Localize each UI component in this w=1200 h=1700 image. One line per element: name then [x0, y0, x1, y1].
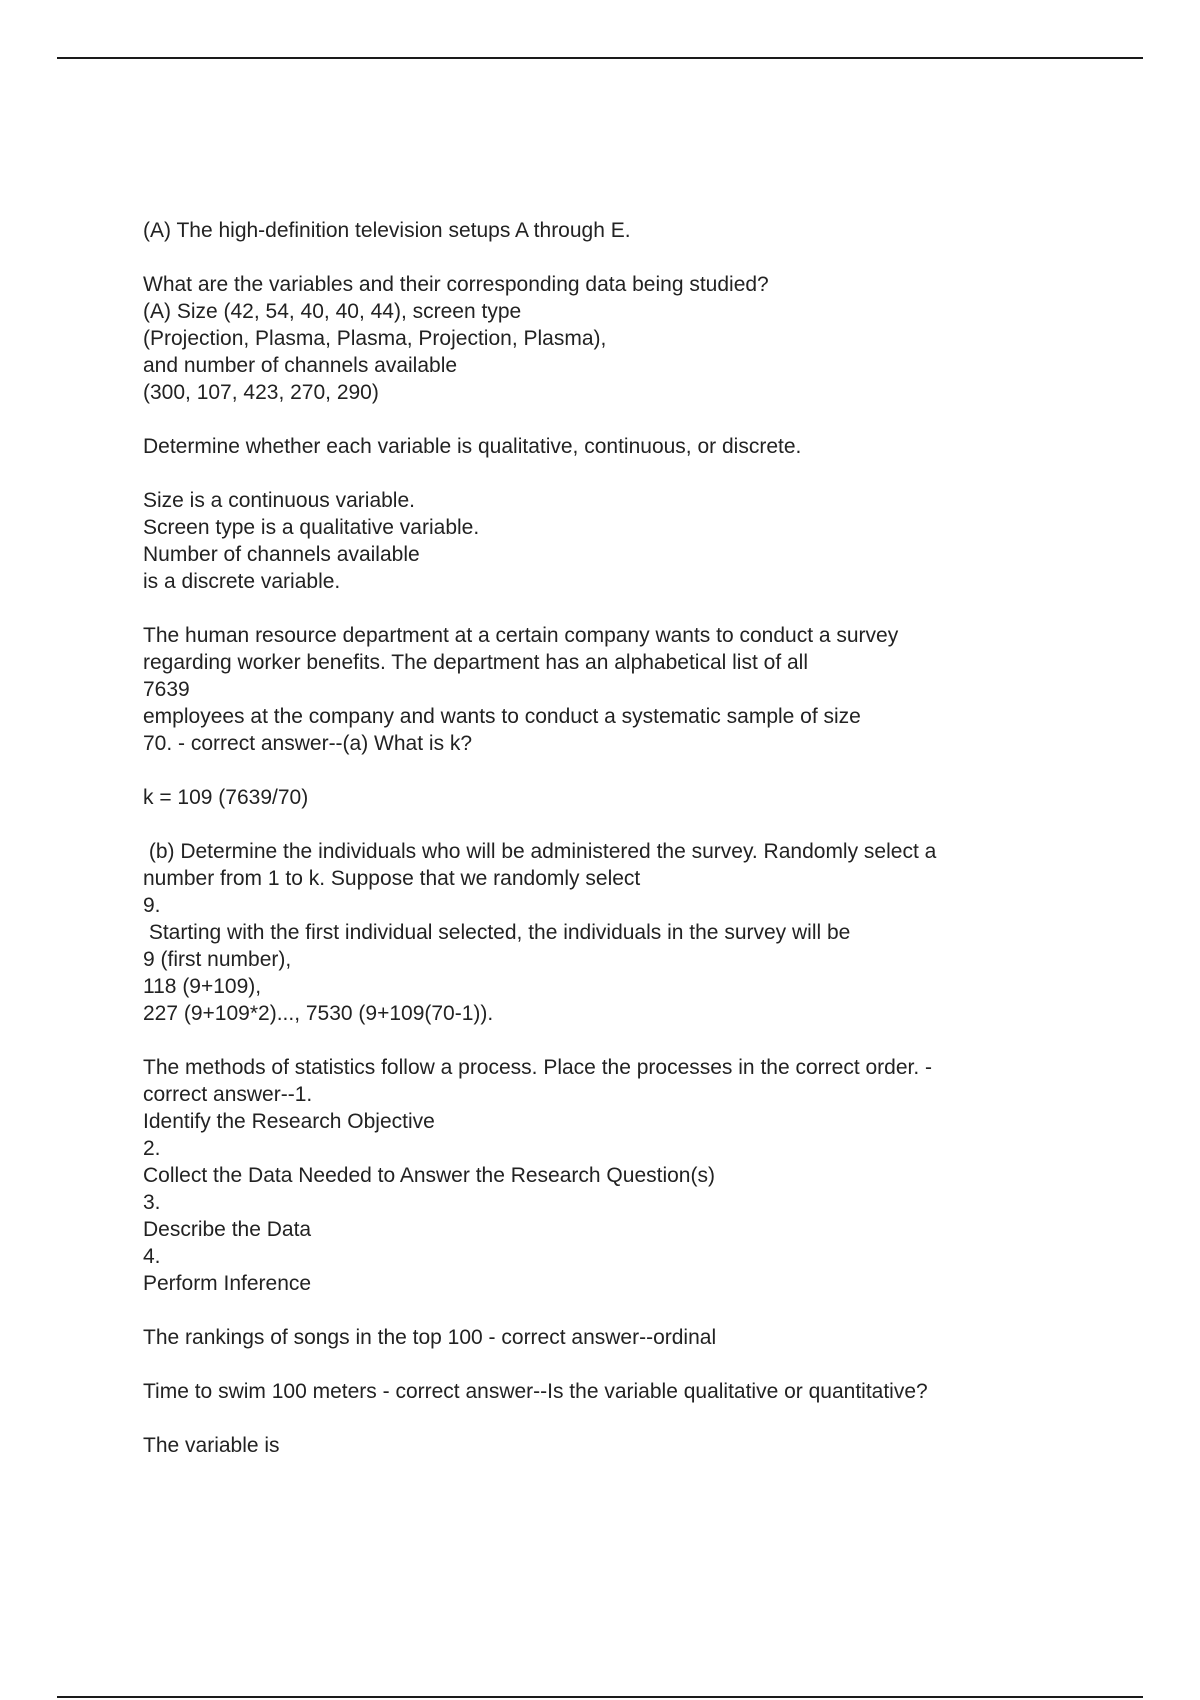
text-line: Determine whether each variable is qualitative, continuous, or discrete. — [143, 435, 802, 458]
text-line: Starting with the first individual selected, the individuals in the survey will be — [143, 921, 851, 944]
paragraph — [143, 784, 1063, 811]
top-rule — [57, 57, 1143, 59]
text-line: regarding worker benefits. The department has an alphabetical list of all — [143, 651, 808, 674]
text-line: 9 (first number), — [143, 948, 292, 971]
text-line: Identify the Research Objective — [143, 1110, 435, 1133]
text-line: Describe the Data — [143, 1218, 312, 1241]
text-line: and number of channels available — [143, 354, 458, 377]
text-line: (300, 107, 423, 270, 290) — [143, 381, 379, 404]
paragraph — [143, 1378, 1063, 1405]
text-line: Size is a continuous variable. — [143, 489, 415, 512]
document-body — [143, 217, 1063, 1486]
text-line: 4. — [143, 1245, 161, 1268]
text-line: Collect the Data Needed to Answer the Research Question(s) — [143, 1164, 715, 1187]
text-line: The rankings of songs in the top 100 - correct answer--ordinal — [143, 1326, 717, 1349]
paragraph — [143, 1054, 1063, 1297]
paragraph — [143, 1432, 1063, 1459]
text-line: (A) The high-definition television setups A through E. — [143, 219, 631, 242]
paragraph — [143, 838, 1063, 1027]
text-line: The variable is — [143, 1434, 280, 1457]
text-line: correct answer--1. — [143, 1083, 313, 1106]
text-line: is a discrete variable. — [143, 570, 341, 593]
text-line: The human resource department at a certain company wants to conduct a survey — [143, 624, 899, 647]
text-line: (A) Size (42, 54, 40, 40, 44), screen type — [143, 300, 522, 323]
paragraph — [143, 433, 1063, 460]
paragraph — [143, 271, 1063, 406]
text-line: employees at the company and wants to conduct a systematic sample of size — [143, 705, 861, 728]
text-line: 2. — [143, 1137, 161, 1160]
paragraph — [143, 1324, 1063, 1351]
text-line: What are the variables and their corresponding data being studied? — [143, 273, 769, 296]
text-line: 227 (9+109*2)..., 7530 (9+109(70-1)). — [143, 1002, 494, 1025]
text-line: 118 (9+109), — [143, 975, 262, 998]
text-line: 9. — [143, 894, 161, 917]
text-line: k = 109 (7639/70) — [143, 786, 309, 809]
text-line: Time to swim 100 meters - correct answer--Is the variable qualitative or quantitative? — [143, 1380, 928, 1403]
text-line: (b) Determine the individuals who will be administered the survey. Randomly select a — [143, 840, 937, 863]
paragraph — [143, 217, 1063, 244]
text-line: (Projection, Plasma, Plasma, Projection, Plasma), — [143, 327, 607, 350]
text-line: 7639 — [143, 678, 190, 701]
paragraph — [143, 622, 1063, 757]
text-line: Screen type is a qualitative variable. — [143, 516, 480, 539]
text-line: number from 1 to k. Suppose that we randomly select — [143, 867, 641, 890]
text-line: 3. — [143, 1191, 161, 1214]
text-line: 70. - correct answer--(a) What is k? — [143, 732, 473, 755]
text-line: The methods of statistics follow a process. Place the processes in the correct order. - — [143, 1056, 933, 1079]
paragraph — [143, 487, 1063, 595]
text-line: Perform Inference — [143, 1272, 312, 1295]
bottom-rule — [57, 1696, 1143, 1698]
text-line: Number of channels available — [143, 543, 420, 566]
